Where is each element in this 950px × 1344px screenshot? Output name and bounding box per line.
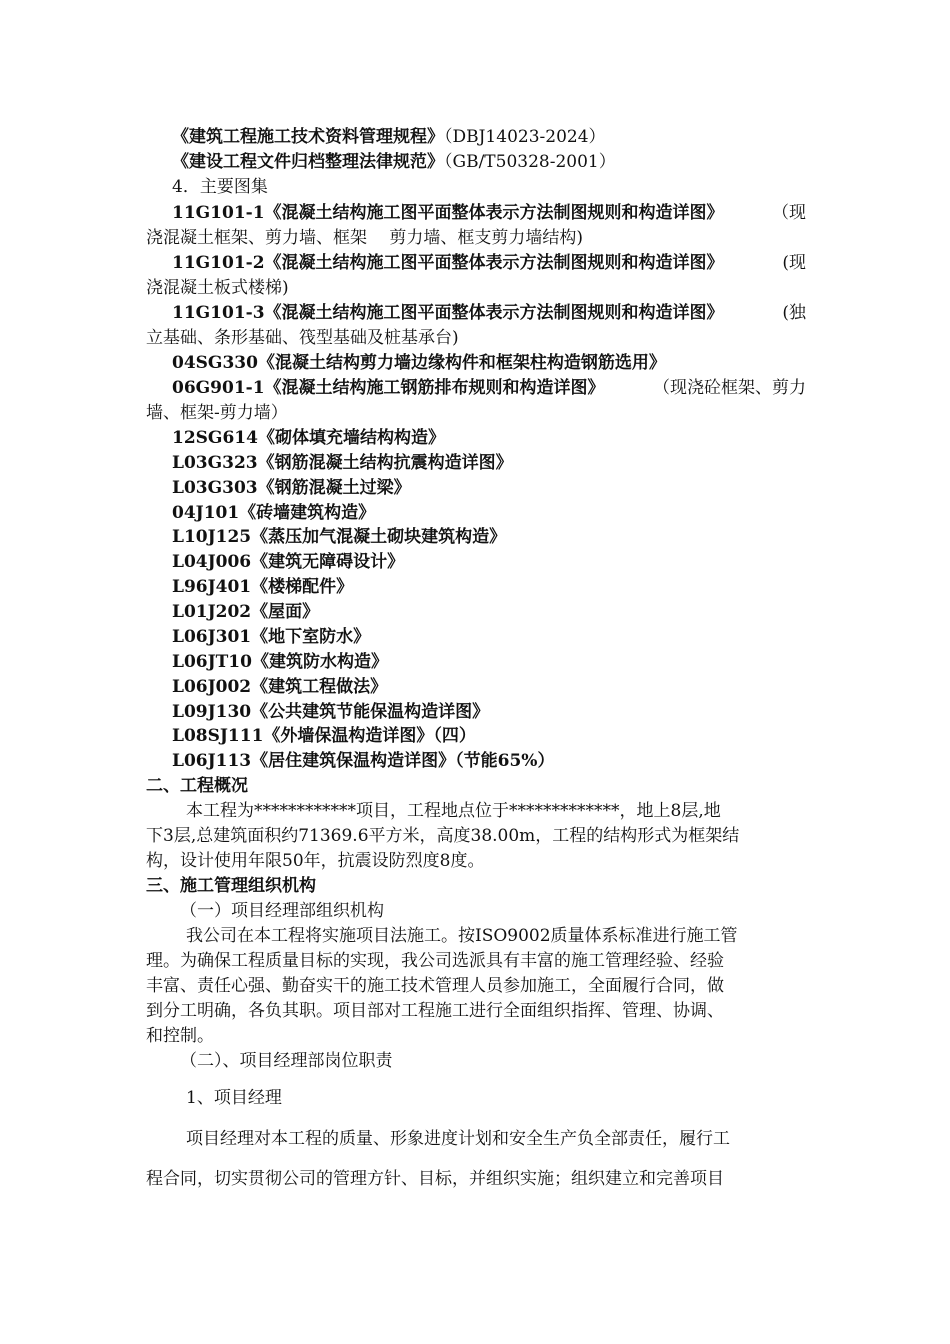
item-1-heading: 1、项目经理 xyxy=(186,1088,282,1108)
standard-line-2: 《建设工程文件归档整理法律规范》（GB/T50328-2001） xyxy=(172,152,616,172)
atlas-item-2: 11G101-2《混凝土结构施工图平面整体表示方法制图规则和构造详图》 (现 xyxy=(172,253,806,273)
atlas-item-8: L03G303《钢筋混凝土过梁》 xyxy=(172,478,411,498)
section-2-line-1: 本工程为************项目，工程地点位于*************，地上8层,地 xyxy=(186,801,721,821)
atlas-item-17: L09J130《公共建筑节能保温构造详图》 xyxy=(172,702,490,722)
atlas-item-6: 12SG614《砌体填充墙结构构造》 xyxy=(172,428,445,448)
atlas-item-1: 11G101-1《混凝土结构施工图平面整体表示方法制图规则和构造详图》 （现 xyxy=(172,203,806,223)
atlas-item-4: 04SG330《混凝土结构剪力墙边缘构件和框架柱构造钢筋选用》 xyxy=(172,353,666,373)
para-1-line-1: 我公司在本工程将实施项目法施工。按ISO9002质量体系标准进行施工管 xyxy=(186,926,738,946)
section-3-heading: 三、施工管理组织机构 xyxy=(146,876,316,896)
atlas-item-7: L03G323《钢筋混凝土结构抗震构造详图》 xyxy=(172,453,513,473)
atlas-item-3: 11G101-3《混凝土结构施工图平面整体表示方法制图规则和构造详图》 (独 xyxy=(172,303,806,323)
atlas-item-19: L06J113《居住建筑保温构造详图》（节能65%） xyxy=(172,751,555,771)
standard-line-1: 《建筑工程施工技术资料管理规程》（DBJ14023-2024） xyxy=(172,127,606,147)
section-2-line-2: 下3层,总建筑面积约71369.6平方米，高度38.00m，工程的结构形式为框架结 xyxy=(146,826,740,846)
atlas-item-5: 06G901-1《混凝土结构施工钢筋排布规则和构造详图》 （现浇砼框架、剪力 xyxy=(172,378,806,398)
para-1-line-4: 到分工明确，各负其职。项目部对工程施工进行全面组织指挥、管理、协调、 xyxy=(146,1001,724,1021)
atlas-item-14: L06J301《地下室防水》 xyxy=(172,627,371,647)
atlas-item-12: L96J401《楼梯配件》 xyxy=(172,577,354,597)
atlas-heading: 4．主要图集 xyxy=(172,177,268,197)
para-2-line-1: 项目经理对本工程的质量、形象进度计划和安全生产负全部责任，履行工 xyxy=(186,1129,730,1149)
para-1-line-5: 和控制。 xyxy=(146,1026,214,1046)
atlas-item-10: L10J125《蒸压加气混凝土砌块建筑构造》 xyxy=(172,527,507,547)
atlas-item-2-cont: 浇混凝土板式楼梯) xyxy=(146,278,289,298)
para-1-line-3: 丰富、责任心强、勤奋实干的施工技术管理人员参加施工，全面履行合同，做 xyxy=(146,976,724,996)
atlas-item-9: 04J101《砖墙建筑构造》 xyxy=(172,503,376,523)
section-2-heading: 二、工程概况 xyxy=(146,776,248,796)
subsection-1-heading: （一）项目经理部组织机构 xyxy=(180,901,384,921)
atlas-item-13: L01J202《屋面》 xyxy=(172,602,320,622)
atlas-item-11: L04J006《建筑无障碍设计》 xyxy=(172,552,405,572)
para-2-line-2: 程合同，切实贯彻公司的管理方针、目标，并组织实施；组织建立和完善项目 xyxy=(146,1169,724,1189)
atlas-item-5-cont: 墙、框架-剪力墙） xyxy=(146,403,288,423)
atlas-item-1-cont: 浇混凝土框架、剪力墙、框架 剪力墙、框支剪力墙结构) xyxy=(146,228,584,248)
section-2-line-3: 构，设计使用年限50年，抗震设防烈度8度。 xyxy=(146,851,485,871)
subsection-2-heading: （二）、项目经理部岗位职责 xyxy=(180,1051,393,1071)
para-1-line-2: 理。为确保工程质量目标的实现，我公司选派具有丰富的施工管理经验、经验 xyxy=(146,951,724,971)
atlas-item-15: L06JT10《建筑防水构造》 xyxy=(172,652,388,672)
atlas-item-16: L06J002《建筑工程做法》 xyxy=(172,677,388,697)
atlas-item-3-cont: 立基础、条形基础、筏型基础及桩基承台) xyxy=(146,328,459,348)
atlas-item-18: L08SJ111《外墙保温构造详图》（四） xyxy=(172,726,476,746)
